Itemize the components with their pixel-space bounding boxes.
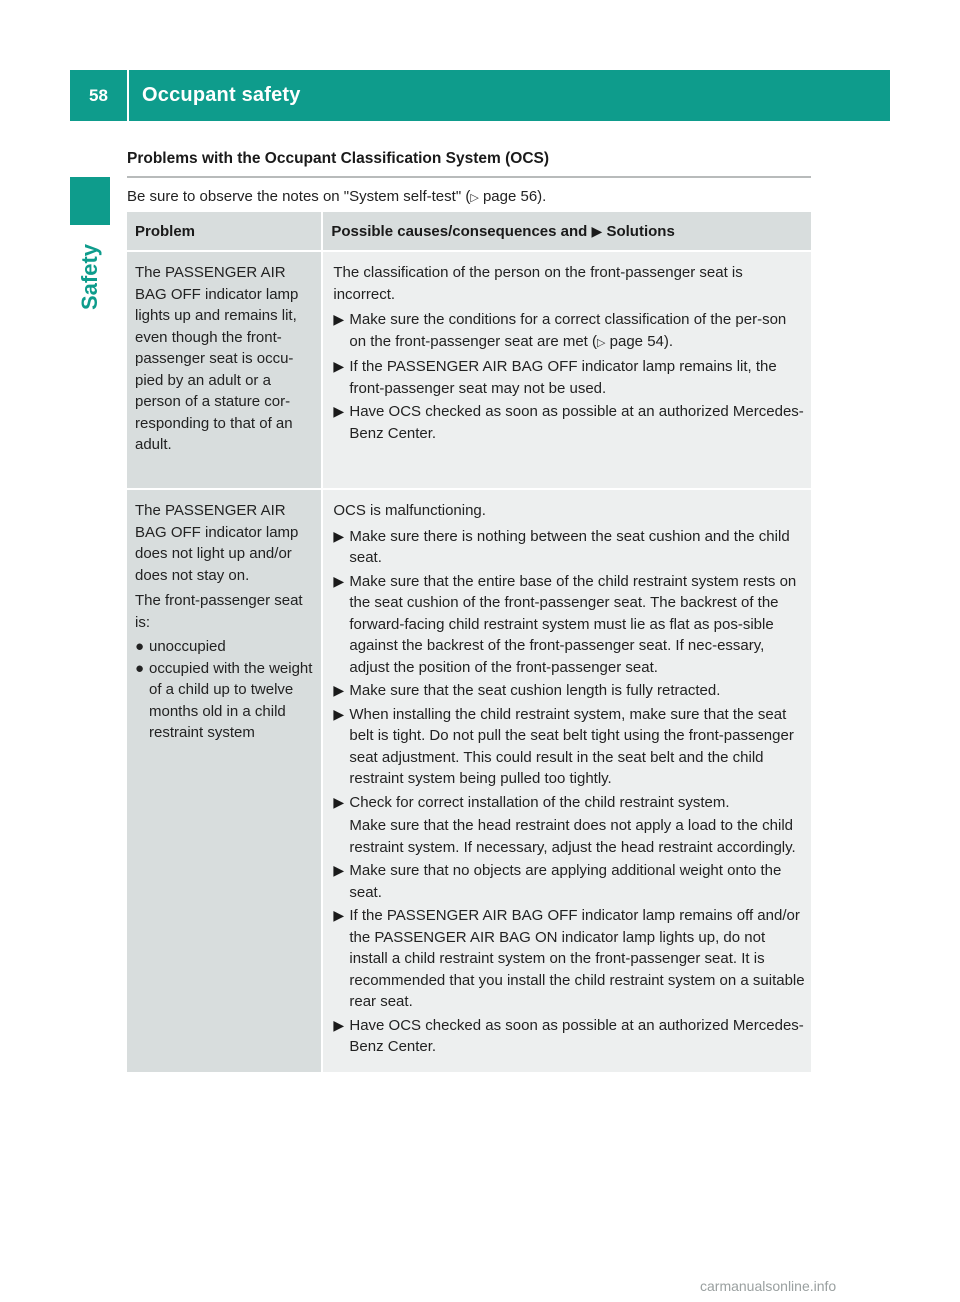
action-arrow-icon: ▶	[333, 358, 345, 374]
action-item	[333, 1015, 805, 1058]
bullet-icon: ●	[135, 638, 145, 655]
action-arrow-icon: ▶	[333, 572, 345, 589]
action-text: When installing the child restraint system, make sure that the seat belt is tight. Do not pull the seat belt tight using the front-passenger seat adjustment. This could result in the seat belt and the child restraint system being pulled too tightly.	[349, 705, 794, 787]
intro-text-before: Be sure to observe the notes on "System self-test" (	[127, 188, 471, 205]
action-item	[333, 792, 805, 814]
list-item-text: occupied with the weight of a child up to twelve months old in a child restraint system	[149, 659, 313, 741]
list-item	[135, 658, 317, 744]
action-item	[333, 356, 805, 399]
action-item	[333, 704, 805, 790]
table-row	[127, 252, 811, 488]
page-number: 58	[89, 85, 108, 105]
action-item	[333, 905, 805, 1013]
side-tab-label: Safety	[77, 243, 102, 311]
page-ref-icon: ▷	[597, 336, 606, 349]
action-item	[333, 680, 805, 702]
action-text: Have OCS checked as soon as possible at an authorized Mercedes-Benz Center.	[349, 403, 804, 442]
side-tab-marker	[70, 177, 110, 225]
action-text: Make sure the conditions for a correct classification of the per-son on the front-passenger seat are met (	[349, 311, 787, 350]
problems-table	[127, 210, 811, 1074]
action-arrow-icon: ▶	[333, 705, 345, 722]
action-item	[333, 571, 805, 679]
action-text: Make sure there is nothing between the seat cushion and the child seat.	[349, 527, 790, 566]
header-problem: Problem	[127, 212, 321, 250]
action-text: Check for correct installation of the child restraint system.	[349, 793, 730, 811]
solution-cell	[321, 490, 811, 1072]
action-note: Make sure that the head restraint does not apply a load to the child restraint system. If necessary, adjust the head restraint accordingly.	[349, 817, 796, 856]
action-arrow-icon: ▶	[333, 1016, 345, 1033]
page-ref-icon: ▷	[470, 192, 479, 204]
table-header-row	[127, 212, 811, 250]
action-text: Have OCS checked as soon as possible at an authorized Mercedes-Benz Center.	[349, 1016, 804, 1055]
page-header	[70, 70, 890, 121]
seat-condition-lead: The front-passenger seat is:	[135, 592, 303, 631]
action-arrow-icon: ▶	[333, 403, 345, 419]
header-divider	[127, 70, 129, 121]
section-title: Problems with the Occupant Classification System (OCS)	[127, 150, 811, 178]
page-ref-link[interactable]: page 54).	[609, 332, 674, 350]
action-arrow-icon: ▶	[333, 682, 345, 698]
problem-cell	[127, 252, 321, 488]
header-solutions	[321, 212, 811, 250]
action-arrow-icon: ▶	[333, 311, 345, 327]
chapter-title: Occupant safety	[142, 84, 301, 106]
action-text: Make sure that no objects are applying additional weight onto the seat.	[349, 862, 782, 901]
action-item	[333, 860, 805, 903]
problem-text: The PASSENGER AIR BAG OFF indicator lamp does not light up and/or does not stay on.	[135, 502, 299, 584]
page-ref-link[interactable]: page 56).	[482, 188, 547, 205]
action-item	[333, 401, 805, 444]
list-item-text: unoccupied	[149, 638, 226, 655]
table-row	[127, 490, 811, 1072]
action-arrow-icon: ▶	[591, 223, 603, 239]
action-text: If the PASSENGER AIR BAG OFF indicator lamp remains off and/or the PASSENGER AIR BAG ON indicator lamp lights up, do not install a child restraint system on the front-passenger seat. It is recommended that you install the child restraint system on a suitable rear seat.	[349, 907, 805, 1010]
intro-text	[127, 188, 546, 205]
cause-text: The classification of the person on the front-passenger seat is incorrect.	[333, 264, 743, 303]
problem-cell	[127, 490, 321, 1072]
watermark: carmanualsonline.info	[700, 1278, 837, 1294]
action-arrow-icon: ▶	[333, 907, 345, 923]
bullet-icon: ●	[135, 659, 145, 677]
solution-cell	[321, 252, 811, 488]
action-text: If the PASSENGER AIR BAG OFF indicator lamp remains lit, the front-passenger seat may not be used.	[349, 358, 777, 397]
problem-text: The PASSENGER AIR BAG OFF indicator lamp lights up and remains lit, even though the front-passenger seat is occu-pied by an adult or a person of a stature cor-responding to that of an adult.	[135, 264, 299, 453]
action-arrow-icon: ▶	[333, 862, 345, 878]
side-tab	[70, 232, 110, 322]
header-solutions-text: Possible causes/consequences and	[331, 223, 588, 240]
list-item	[135, 636, 317, 658]
action-item	[333, 526, 805, 569]
action-arrow-icon: ▶	[333, 793, 345, 810]
action-arrow-icon: ▶	[333, 527, 345, 544]
header-solutions-suffix: Solutions	[606, 223, 675, 240]
action-text: Make sure that the seat cushion length is fully retracted.	[349, 682, 721, 699]
action-text: Make sure that the entire base of the child restraint system rests on the seat cushion of the front-passenger seat. The backrest of the forward-facing child restraint system must lie as flat as pos-sible against the backrest of the front-passenger seat. If nec-essary, adjust the position of the front-passenger seat.	[349, 572, 797, 676]
cause-text: OCS is malfunctioning.	[333, 502, 486, 519]
action-item	[333, 309, 805, 354]
